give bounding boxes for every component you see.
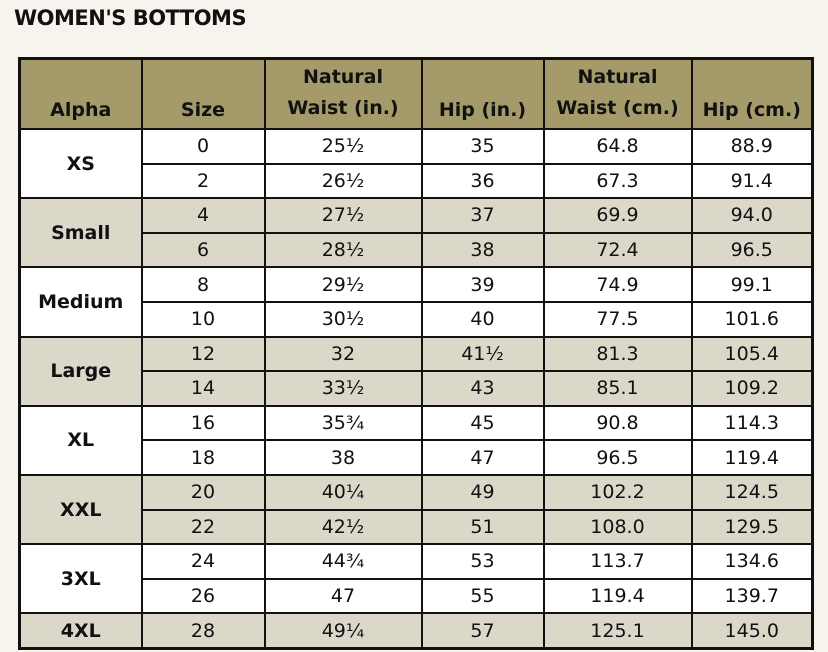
hip-in-cell: 49 (422, 475, 544, 510)
waist-in-cell: 49¼ (265, 613, 422, 648)
hip-cm-cell: 101.6 (692, 302, 813, 337)
waist-in-cell: 47 (265, 579, 422, 614)
hip-in-cell: 36 (422, 164, 544, 199)
waist-in-cell: 32 (265, 337, 422, 372)
header-hip-cm: Hip (cm.) (692, 59, 813, 130)
waist-cm-cell: 96.5 (544, 440, 692, 475)
numeric-size-cell: 0 (142, 129, 265, 164)
numeric-size-cell: 14 (142, 371, 265, 406)
waist-in-cell: 28½ (265, 233, 422, 268)
waist-cm-cell: 74.9 (544, 267, 692, 302)
hip-cm-cell: 119.4 (692, 440, 813, 475)
numeric-size-cell: 28 (142, 613, 265, 648)
waist-cm-cell: 81.3 (544, 337, 692, 372)
waist-cm-cell: 67.3 (544, 164, 692, 199)
alpha-size-cell: XS (20, 129, 142, 198)
table-row (20, 198, 813, 233)
alpha-size-cell: Medium (20, 267, 142, 336)
numeric-size-cell: 6 (142, 233, 265, 268)
table-row (20, 267, 813, 302)
hip-in-cell: 55 (422, 579, 544, 614)
table-row (20, 544, 813, 579)
hip-cm-cell: 94.0 (692, 198, 813, 233)
alpha-size-cell: Small (20, 198, 142, 267)
hip-in-cell: 47 (422, 440, 544, 475)
header-alpha: Alpha (20, 59, 142, 130)
hip-cm-cell: 99.1 (692, 267, 813, 302)
numeric-size-cell: 4 (142, 198, 265, 233)
waist-cm-cell: 77.5 (544, 302, 692, 337)
hip-cm-cell: 96.5 (692, 233, 813, 268)
waist-cm-cell: 108.0 (544, 510, 692, 545)
table-row (20, 613, 813, 648)
header-hip-in: Hip (in.) (422, 59, 544, 130)
numeric-size-cell: 26 (142, 579, 265, 614)
waist-in-cell: 25½ (265, 129, 422, 164)
table-body (20, 129, 813, 648)
hip-cm-cell: 134.6 (692, 544, 813, 579)
hip-in-cell: 45 (422, 406, 544, 441)
numeric-size-cell: 22 (142, 510, 265, 545)
waist-cm-cell: 85.1 (544, 371, 692, 406)
numeric-size-cell: 8 (142, 267, 265, 302)
hip-in-cell: 57 (422, 613, 544, 648)
alpha-size-cell: 3XL (20, 544, 142, 613)
waist-in-cell: 42½ (265, 510, 422, 545)
waist-in-cell: 29½ (265, 267, 422, 302)
numeric-size-cell: 12 (142, 337, 265, 372)
hip-in-cell: 43 (422, 371, 544, 406)
hip-in-cell: 37 (422, 198, 544, 233)
header-natural-waist-cm: Natural Waist (cm.) (544, 59, 692, 130)
hip-cm-cell: 114.3 (692, 406, 813, 441)
alpha-size-cell: XXL (20, 475, 142, 544)
hip-in-cell: 38 (422, 233, 544, 268)
hip-cm-cell: 124.5 (692, 475, 813, 510)
table-row (20, 406, 813, 441)
numeric-size-cell: 2 (142, 164, 265, 199)
hip-cm-cell: 139.7 (692, 579, 813, 614)
hip-cm-cell: 109.2 (692, 371, 813, 406)
hip-in-cell: 35 (422, 129, 544, 164)
waist-in-cell: 33½ (265, 371, 422, 406)
hip-in-cell: 41½ (422, 337, 544, 372)
waist-cm-cell: 69.9 (544, 198, 692, 233)
hip-in-cell: 40 (422, 302, 544, 337)
hip-cm-cell: 145.0 (692, 613, 813, 648)
numeric-size-cell: 16 (142, 406, 265, 441)
waist-in-cell: 35¾ (265, 406, 422, 441)
size-chart-table (18, 57, 814, 650)
waist-cm-cell: 102.2 (544, 475, 692, 510)
table-row (20, 129, 813, 164)
waist-cm-cell: 72.4 (544, 233, 692, 268)
waist-in-cell: 27½ (265, 198, 422, 233)
waist-cm-cell: 119.4 (544, 579, 692, 614)
alpha-size-cell: 4XL (20, 613, 142, 648)
hip-cm-cell: 105.4 (692, 337, 813, 372)
header-natural-waist-in: Natural Waist (in.) (265, 59, 422, 130)
table-row (20, 475, 813, 510)
page-title: WOMEN'S BOTTOMS (14, 6, 247, 30)
numeric-size-cell: 10 (142, 302, 265, 337)
waist-in-cell: 40¼ (265, 475, 422, 510)
numeric-size-cell: 24 (142, 544, 265, 579)
numeric-size-cell: 20 (142, 475, 265, 510)
waist-in-cell: 30½ (265, 302, 422, 337)
hip-in-cell: 51 (422, 510, 544, 545)
header-size: Size (142, 59, 265, 130)
hip-cm-cell: 88.9 (692, 129, 813, 164)
numeric-size-cell: 18 (142, 440, 265, 475)
alpha-size-cell: Large (20, 337, 142, 406)
alpha-size-cell: XL (20, 406, 142, 475)
waist-in-cell: 44¾ (265, 544, 422, 579)
waist-cm-cell: 64.8 (544, 129, 692, 164)
hip-in-cell: 53 (422, 544, 544, 579)
waist-cm-cell: 125.1 (544, 613, 692, 648)
hip-in-cell: 39 (422, 267, 544, 302)
waist-in-cell: 26½ (265, 164, 422, 199)
table-header-row (20, 59, 813, 130)
table-row (20, 337, 813, 372)
waist-in-cell: 38 (265, 440, 422, 475)
waist-cm-cell: 113.7 (544, 544, 692, 579)
hip-cm-cell: 129.5 (692, 510, 813, 545)
waist-cm-cell: 90.8 (544, 406, 692, 441)
hip-cm-cell: 91.4 (692, 164, 813, 199)
